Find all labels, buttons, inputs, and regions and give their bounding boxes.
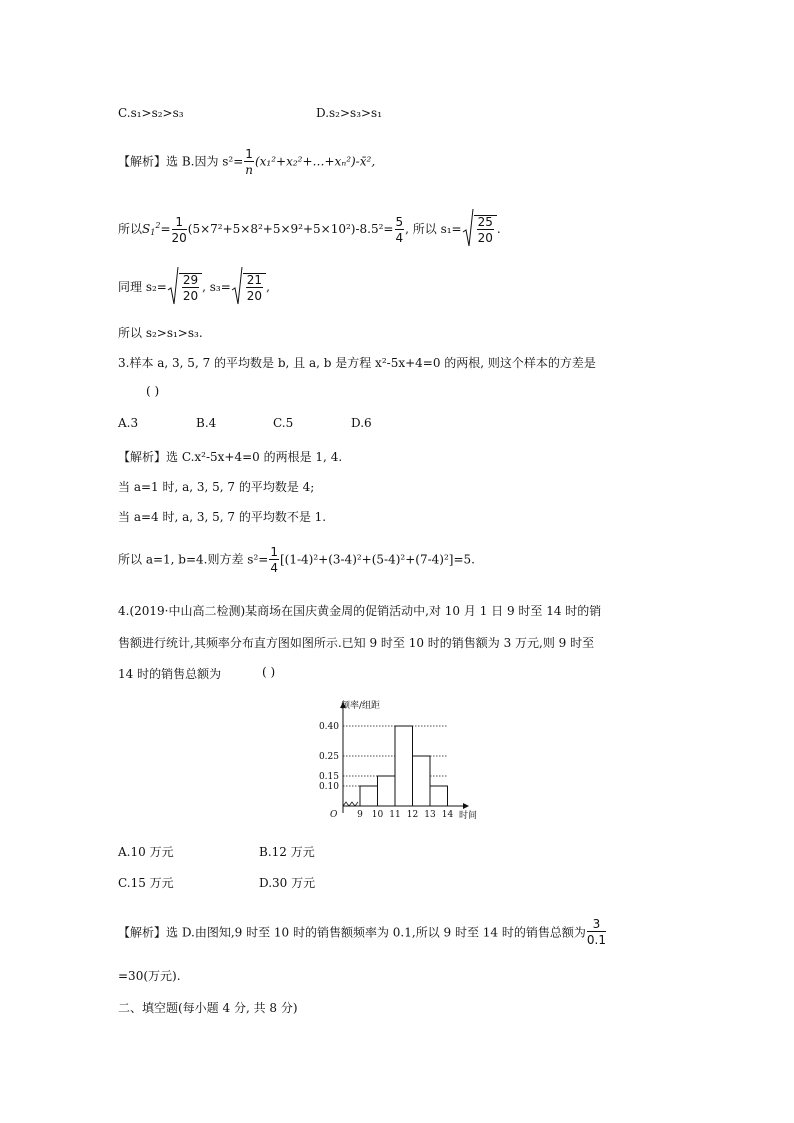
fraction-5-over-4 <box>395 216 405 244</box>
x-tick-label-14: 14 <box>441 810 454 820</box>
axis-break-icon <box>343 802 358 806</box>
q3-stem: 3.样本 a, 3, 5, 7 的平均数是 b, 且 a, b 是方程 x²-5x+4=0 的两根, 则这个样本的方差是 <box>118 356 596 370</box>
same-prefix: 同理 s₂= <box>118 280 167 294</box>
frac-num: 25 <box>477 215 493 229</box>
x-tick-label-9: 9 <box>357 810 363 820</box>
frac-den: 20 <box>246 289 263 303</box>
x-axis-label: 时间 <box>459 811 478 821</box>
s1-middle: (5×7²+5×8²+5×9²+5×10²)-8.5²= <box>187 222 394 236</box>
section-heading-fill-in: 二、填空题(每小题 4 分, 共 8 分) <box>118 1001 298 1015</box>
y-tick-label-0.15: 0.15 <box>318 772 339 782</box>
q4-option-c: C.15 万元 <box>118 876 174 890</box>
y-axis-label: 频率/组距 <box>341 701 381 711</box>
sqrt-25-over-20 <box>462 208 497 251</box>
frac-den: 4 <box>395 230 404 245</box>
analysis-q2-conclusion: 所以 s₂>s₁>s₃. <box>118 326 203 340</box>
q3-option-a: A.3 <box>118 416 139 430</box>
x-tick-label-10: 10 <box>371 810 384 820</box>
frac-num: 3 <box>587 918 606 932</box>
s1-end: . <box>496 222 501 236</box>
bar-9-10 <box>360 786 378 806</box>
analysis-q3-line2: 当 a=1 时, a, 3, 5, 7 的平均数是 4; <box>118 480 315 494</box>
analysis-q2-prefix: 【解析】选 B.因为 s²= <box>118 154 244 169</box>
q4-option-b: B.12 万元 <box>259 845 315 859</box>
frac-den: 20 <box>477 231 493 245</box>
radical-sign-icon <box>167 266 179 309</box>
q3-option-b: B.4 <box>196 416 217 430</box>
origin-label: O <box>330 810 338 820</box>
q4-option-a: A.10 万元 <box>118 845 174 859</box>
x-tick-label-13: 13 <box>424 810 436 820</box>
sqrt-21-over-20 <box>231 266 266 309</box>
analysis-q3-line1: 【解析】选 C.x²-5x+4=0 的两根是 1, 4. <box>118 450 343 464</box>
bar-10-11 <box>378 776 396 806</box>
fraction-1-over-20 <box>172 216 187 244</box>
q4-stem-line1: 4.(2019·中山高二检测)某商场在国庆黄金周的促销活动中,对 10 月 1 日 9 时至 14 时的销 <box>118 604 602 618</box>
frac-den: 20 <box>171 230 187 245</box>
q3-variance-tail: [(1-4)²+(3-4)²+(5-4)²+(7-4)²]=5. <box>279 552 475 567</box>
frac-den: n <box>245 163 253 177</box>
s1-after: , 所以 s₁= <box>405 222 462 236</box>
bar-12-13 <box>413 756 431 806</box>
analysis-q4-line1 <box>118 918 607 946</box>
q3-variance-prefix: 所以 a=1, b=4.则方差 s²= <box>118 552 269 567</box>
frac-num: 1 <box>245 147 253 161</box>
analysis-q3-line3: 当 a=4 时, a, 3, 5, 7 的平均数不是 1. <box>118 510 327 524</box>
q4-stem-line2: 售额进行统计,其频率分布直方图如图所示.已知 9 时至 10 时的销售额为 3 万元,则 9 时至 <box>118 636 595 650</box>
frac-num: 29 <box>182 273 199 287</box>
option-d: D.s₂>s₃>s₁ <box>316 106 383 120</box>
q3-answer-paren: ( ) <box>146 384 160 398</box>
frac-den: 20 <box>182 289 199 303</box>
x-tick-label-11: 11 <box>389 810 401 820</box>
sqrt-29-over-20 <box>167 266 202 309</box>
bar-13-14 <box>430 786 448 806</box>
bar-11-12 <box>395 726 413 806</box>
frac-num: 5 <box>395 214 404 229</box>
analysis-q3-line4 <box>118 546 475 574</box>
q4-stem-line3: 14 时的销售总额为 <box>118 667 222 681</box>
q4-option-d: D.30 万元 <box>259 876 316 890</box>
s1-prefix: 所以 <box>118 222 143 236</box>
analysis-q2-line1 <box>118 148 375 176</box>
fraction-1-over-4 <box>269 546 279 574</box>
radical-sign-icon <box>462 208 474 251</box>
analysis-same-line <box>118 266 270 309</box>
same-end: , <box>266 280 270 294</box>
frac-num: 1 <box>270 545 278 559</box>
frac-num: 21 <box>246 273 263 287</box>
q3-option-d: D.6 <box>351 416 372 430</box>
x-tick-label-12: 12 <box>406 810 419 820</box>
option-c: C.s₁>s₂>s₃ <box>118 106 184 120</box>
analysis-q2-tail: (x₁²+x₂²+…+xₙ²)-x̄², <box>254 154 376 169</box>
fraction-3-over-0.1 <box>587 918 606 946</box>
analysis-s1-line <box>118 208 501 251</box>
q3-option-c: C.5 <box>273 416 294 430</box>
analysis-q4-line2: =30(万元). <box>118 969 181 983</box>
analysis-q4-text: 【解析】选 D.由图知,9 时至 10 时的销售额频率为 0.1,所以 9 时至 14 时的销售总额为 <box>118 925 586 940</box>
fraction-1-over-n <box>244 148 254 176</box>
y-tick-label-0.40: 0.40 <box>318 722 339 732</box>
radical-sign-icon <box>231 266 243 309</box>
frequency-histogram <box>315 700 495 826</box>
y-tick-label-0.25: 0.25 <box>318 752 339 762</box>
frac-den: 0.1 <box>586 933 606 947</box>
q4-answer-paren: ( ) <box>262 665 276 679</box>
frac-den: 4 <box>270 561 278 575</box>
frac-num: 1 <box>172 216 187 230</box>
x-axis-arrow-icon <box>463 803 469 809</box>
y-tick-label-0.10: 0.10 <box>318 782 339 792</box>
same-mid: , s₃= <box>202 280 231 294</box>
s1-squared-symbol: $S_1^2=$ <box>142 221 171 237</box>
